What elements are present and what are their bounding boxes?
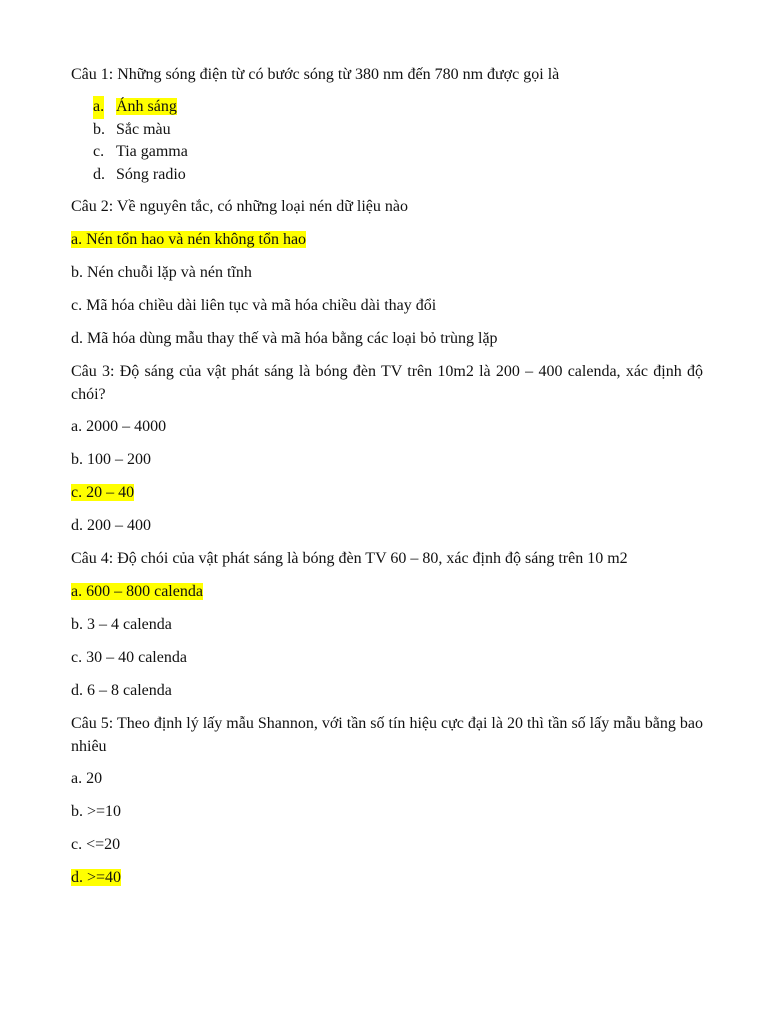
q3-option-d [71,514,703,538]
q2-option-d [71,327,703,351]
q1-option-c [71,141,703,164]
q5-option-b [71,800,703,824]
option-text: Sóng radio [116,165,186,183]
option-marker: b. [93,120,105,138]
question-3: Câu 3: Độ sáng của vật phát sáng là bóng đèn TV trên 10m2 là 200 – 400 calenda, xác định độ chói? [71,363,703,403]
option-marker: d. [93,165,105,183]
option-text: Sắc màu [116,120,171,138]
option-text: b. 3 – 4 calenda [71,616,172,633]
option-text: c. Mã hóa chiều dài liên tục và mã hóa chiều dài thay đổi [71,297,437,314]
option-text: Tia gamma [116,143,188,160]
option-text: b. Nén chuỗi lặp và nén tĩnh [71,264,252,281]
q4-option-a [71,580,703,604]
option-text: d. Mã hóa dùng mẫu thay thế và mã hóa bằng các loại bỏ trùng lặp [71,330,498,347]
q5-option-c [71,833,703,857]
q5-option-d [71,866,703,890]
q3-option-b [71,448,703,472]
option-text: a. 20 [71,770,103,787]
question-4: Câu 4: Độ chói của vật phát sáng là bóng đèn TV 60 – 80, xác định độ sáng trên 10 m2 [71,550,628,567]
option-marker: a. [93,96,104,119]
question-1: Câu 1: Những sóng điện từ có bước sóng từ 380 nm đến 780 nm được gọi là [71,66,560,83]
option-text: b. >=10 [71,803,122,820]
q1-option-b [71,119,703,142]
option-text: d. 6 – 8 calenda [71,682,172,699]
option-text: d. 200 – 400 [71,517,151,534]
q3-option-c [71,481,703,505]
q2-option-a [71,228,703,252]
q1-option-d [71,164,703,187]
q2-option-c [71,294,703,318]
option-text: c. 30 – 40 calenda [71,649,187,666]
q5-option-a [71,767,703,791]
option-text: a. 2000 – 4000 [71,418,167,435]
option-text: b. 100 – 200 [71,451,151,468]
question-5: Câu 5: Theo định lý lấy mẫu Shannon, với tần số tín hiệu cực đại là 20 thì tần số lấy mẫu bằng bao nhiêu [71,715,703,755]
document-page [71,63,703,890]
q2-option-b [71,261,703,285]
option-text: c. 20 – 40 [71,484,135,501]
q3-option-a [71,415,703,439]
q1-option-a [71,96,703,119]
option-text: a. Nén tổn hao và nén không tổn hao [71,231,307,248]
option-text: c. <=20 [71,836,121,853]
q4-option-d [71,679,703,703]
question-2: Câu 2: Về nguyên tắc, có những loại nén dữ liệu nào [71,198,408,215]
q4-option-c [71,646,703,670]
question-1-options [71,96,703,186]
q4-option-b [71,613,703,637]
option-text: d. >=40 [71,869,122,886]
option-text: Ánh sáng [116,98,177,115]
option-marker: c. [93,143,105,160]
option-text: a. 600 – 800 calenda [71,583,203,600]
